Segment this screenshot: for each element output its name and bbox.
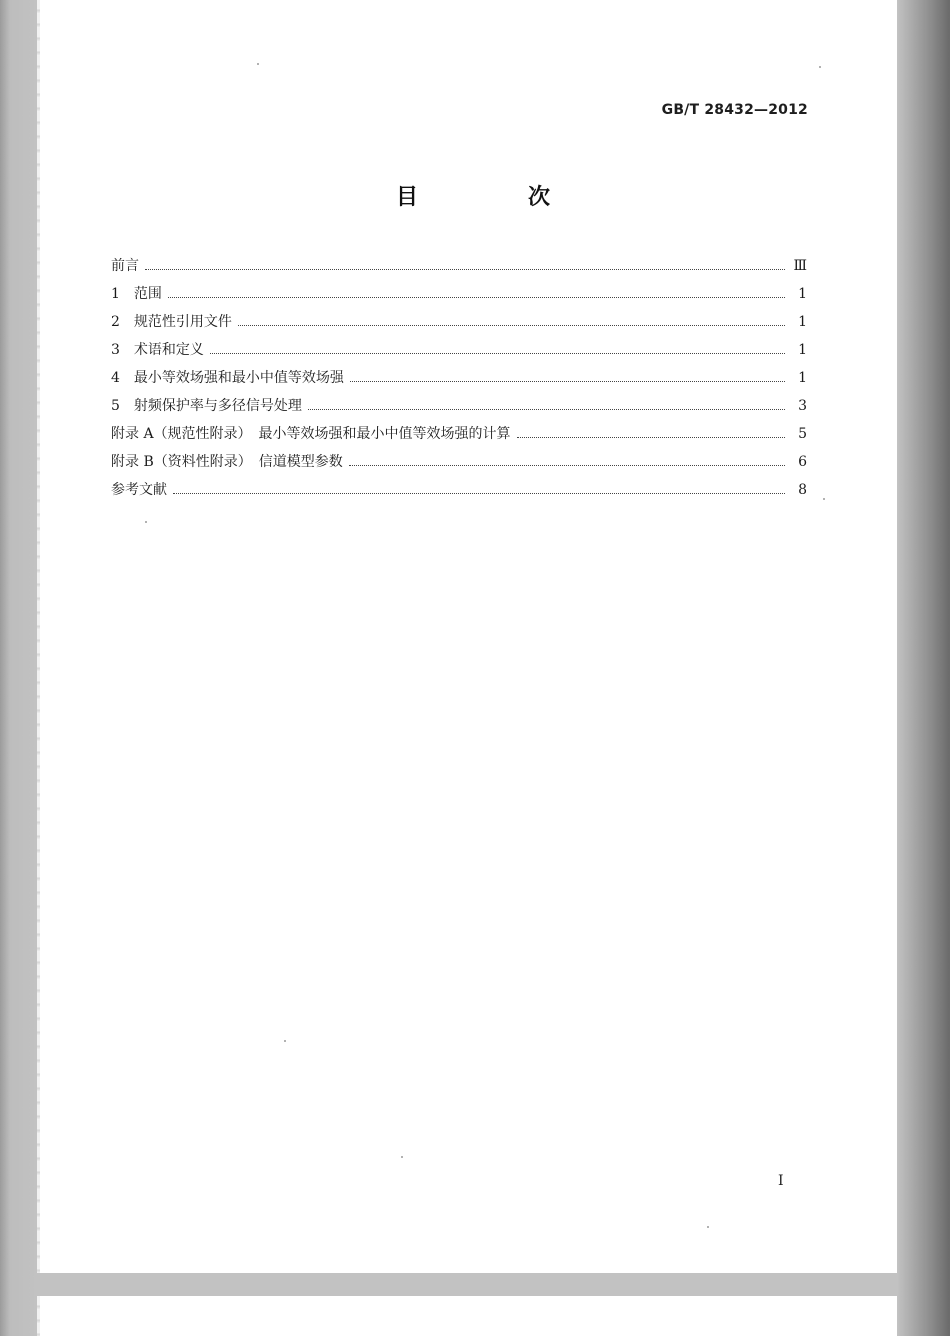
dot-leader — [349, 465, 785, 466]
toc-entry-page: 1 — [798, 314, 807, 330]
toc-entry-label: 5 射频保护率与多径信号处理 — [111, 398, 302, 414]
toc-entry[interactable] — [111, 395, 807, 423]
toc-entry-label: 前言 — [111, 258, 139, 274]
toc-entry-label: 附录 B（资料性附录） 信道模型参数 — [111, 454, 343, 470]
scan-speck — [145, 521, 147, 523]
toc-entry-page: Ⅲ — [793, 258, 807, 274]
next-page-edge — [37, 1296, 897, 1336]
toc-entry-label: 4 最小等效场强和最小中值等效场强 — [111, 370, 344, 386]
scan-edge — [37, 1296, 40, 1336]
toc-entry[interactable] — [111, 451, 807, 479]
toc-entry-page: 1 — [798, 342, 807, 358]
document-page — [37, 0, 897, 1273]
dot-leader — [210, 353, 785, 354]
toc-entry-page: 3 — [798, 398, 807, 414]
page-title: 目 次 — [395, 185, 594, 210]
standard-code: GB/T 28432—2012 — [661, 102, 808, 118]
toc-entry[interactable] — [111, 423, 807, 451]
toc-entry-label: 1 范围 — [111, 286, 162, 302]
dot-leader — [308, 409, 785, 410]
dot-leader — [350, 381, 785, 382]
toc-entry[interactable] — [111, 283, 807, 311]
scan-speck — [284, 1040, 286, 1042]
toc-entry-label: 参考文献 — [111, 482, 167, 498]
toc-entry-label: 附录 A（规范性附录） 最小等效场强和最小中值等效场强的计算 — [111, 426, 511, 442]
scan-speck — [823, 498, 825, 500]
toc-entry-page: 8 — [798, 482, 807, 498]
scan-speck — [707, 1226, 709, 1228]
dot-leader — [517, 437, 785, 438]
page-number: I — [778, 1173, 784, 1189]
toc-entry[interactable] — [111, 255, 807, 283]
toc-entry[interactable] — [111, 311, 807, 339]
toc-entry-page: 6 — [798, 454, 807, 470]
toc-entry-label: 2 规范性引用文件 — [111, 314, 232, 330]
scan-speck — [257, 63, 259, 65]
dot-leader — [168, 297, 785, 298]
scan-speck — [401, 1156, 403, 1158]
scan-speck — [819, 66, 821, 68]
dot-leader — [173, 493, 785, 494]
dot-leader — [145, 269, 785, 270]
table-of-contents — [111, 255, 807, 507]
toc-entry-page: 1 — [798, 286, 807, 302]
toc-entry[interactable] — [111, 367, 807, 395]
toc-entry-label: 3 术语和定义 — [111, 342, 204, 358]
toc-entry-page: 5 — [798, 426, 807, 442]
toc-entry[interactable] — [111, 339, 807, 367]
toc-entry-page: 1 — [798, 370, 807, 386]
toc-entry[interactable] — [111, 479, 807, 507]
dot-leader — [238, 325, 785, 326]
